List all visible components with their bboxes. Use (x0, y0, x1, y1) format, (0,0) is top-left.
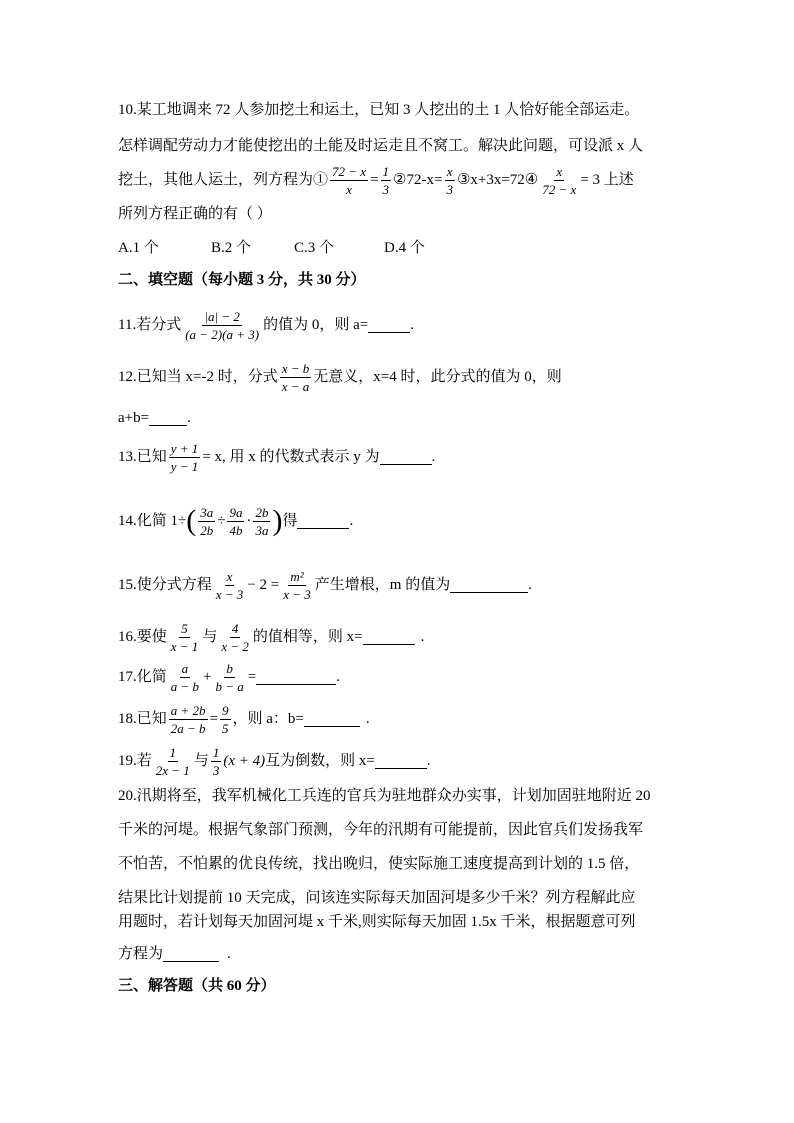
option-a: A.1 个 (118, 240, 159, 256)
answer-blank[interactable] (450, 578, 528, 593)
q11: 11.若分式 $\frac{|a| - 2}{(a - 2)(a + 3)}$ 的值为 0，则 a= . (118, 308, 414, 342)
q15: 15.使分式方程 $\frac{x}{x - 3}$ − 2 = $\frac{\text{m²}}{x - 3}$ 产生增根，m 的值为 . (118, 568, 532, 602)
q20-line6: 方程为 . (118, 946, 231, 962)
q10-line4: 所列方程正确的有（ ） (118, 206, 272, 222)
answer-blank[interactable] (375, 754, 427, 769)
answer-blank[interactable] (368, 318, 410, 333)
q10-line1: 10.某工地调来 72 人参加挖土和运土，已知 3 人挖出的土 1 人恰好能全部运走。 (118, 102, 640, 118)
option-d: D.4 个 (384, 240, 425, 256)
q10-eq4-fraction: $\frac{x}{72 - x}$ (542, 163, 577, 197)
option-b: B.2 个 (211, 240, 252, 256)
q12-line1: 12.已知当 x=-2 时，分式 $\frac{x - b}{x - a}$ 无意义，x=4 时，此分式的值为 0，则 (118, 360, 562, 394)
q19: 19.若 $\frac{1}{2x - 1}$ 与 $\frac{1}{3}$ (x + 4) 互为倒数，则 x= . (118, 744, 431, 778)
q20-line5: 用题时，若计划每天加固河堤 x 千米,则实际每天加固 1.5x 千米，根据题意可列 (118, 914, 636, 930)
section-2-heading: 二、填空题（每小题 3 分，共 30 分） (118, 272, 366, 288)
q20-line1: 20.汛期将至，我军机械化工兵连的官兵为驻地群众办实事，计划加固驻地附近 20 (118, 788, 651, 804)
section-3-heading: 三、解答题（共 60 分） (118, 978, 276, 994)
q10-eq2-fraction: $\frac{x}{3}$ (446, 163, 453, 197)
answer-blank[interactable] (304, 712, 360, 727)
answer-blank[interactable] (363, 630, 415, 645)
q14: 14.化简 1÷ ( $\frac{3a}{2b}$ ÷ $\frac{9a}{4b}$ · $\frac{2b}{3a}$ ) 得 . (118, 504, 354, 538)
answer-blank[interactable] (297, 514, 349, 529)
answer-blank[interactable] (256, 670, 336, 685)
q16: 16.要使 $\frac{5}{x - 1}$ 与 $\frac{4}{x - 2}$ 的值相等，则 x= . (118, 620, 425, 654)
q20-line3: 不怕苦，不怕累的优良传统，找出晚归，使实际施工速度提高到计划的 1.5 倍， (118, 856, 640, 872)
answer-blank[interactable] (380, 450, 432, 465)
q10-line3: 挖土，其他人运土，列方程为① $\frac{72 - x}{x}$ = $\frac{1}{3}$ ②72-x= $\frac{x}{3}$ ③x+3x=72④ $\frac{x}{72 - x}$ = 3 上述 (118, 163, 634, 197)
option-c: C.3 个 (294, 240, 335, 256)
q10-line2: 怎样调配劳动力才能使挖出的土能及时运走且不窝工。解决此问题，可设派 x 人 (118, 138, 644, 154)
q17: 17.化简 $\frac{a}{a - b}$ + $\frac{b}{b - a}$ = . (118, 660, 341, 694)
q20-line4: 结果比计划提前 10 天完成，问该连实际每天加固河堤多少千米？列方程解此应 (118, 890, 636, 906)
q12-line2: a+b= . (118, 410, 191, 426)
q20-line2: 千米的河堤。根据气象部门预测，今年的汛期有可能提前，因此官兵们发扬我军 (118, 822, 644, 838)
q10-eq1-fraction: $\frac{72 - x}{x}$ (332, 163, 367, 197)
q18: 18.已知 $\frac{a + 2b}{2a - b}$ = $\frac{9}{5}$ ，则 a：b= . (118, 702, 370, 736)
q13: 13.已知 $\frac{y + 1}{y - 1}$ = x, 用 x 的代数式表示 y 为 . (118, 440, 436, 474)
answer-blank[interactable] (163, 947, 219, 962)
q10-eq1-rhs-fraction: $\frac{1}{3}$ (382, 163, 390, 197)
answer-blank[interactable] (149, 411, 187, 426)
